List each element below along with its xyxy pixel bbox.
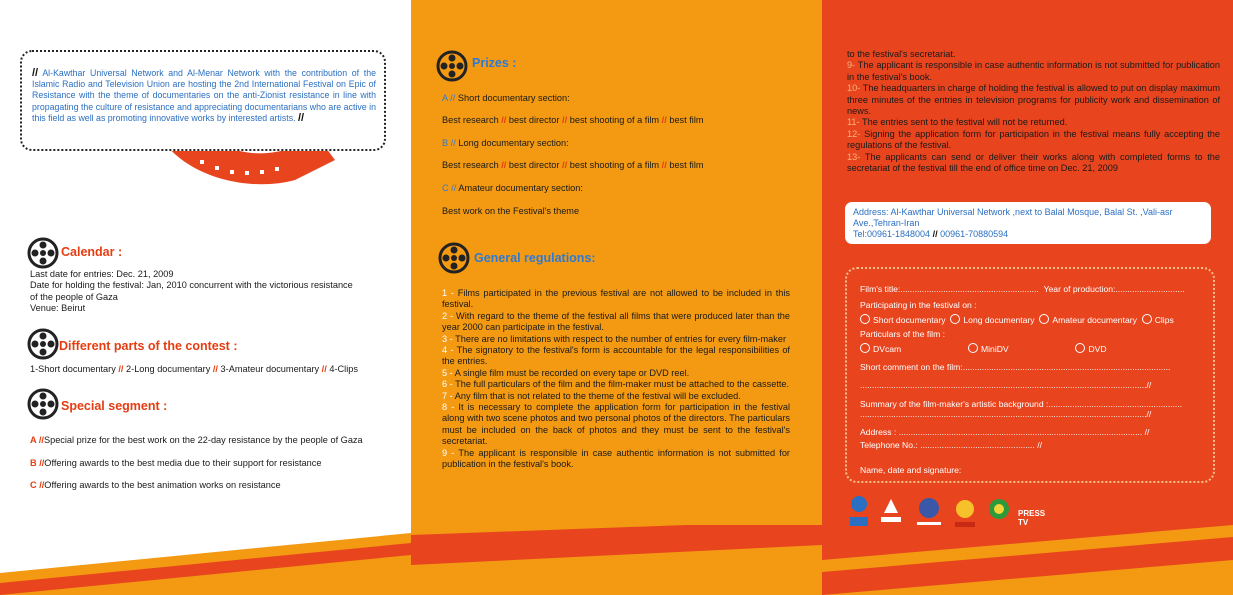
regulation-item	[442, 368, 790, 379]
irtvu-logo-mark	[914, 495, 944, 529]
special-label: A //	[30, 435, 44, 445]
part-separator: //	[321, 364, 327, 374]
regulation-number: 7 -	[442, 390, 453, 401]
regulation-text: Any film that is not related to the theme of the festival will be excluded.	[454, 390, 741, 401]
short-comment-field-line2[interactable]: ........................................................................................................................//	[860, 380, 1152, 390]
regulation-number: 2 -	[442, 310, 454, 321]
prize-label: B //	[442, 138, 456, 148]
year-of-production-field[interactable]: Year of production:.............................	[1043, 284, 1185, 294]
regulation-text: With regard to the theme of the festival all films that were produced later than the year 2000 can participate in the festival.	[442, 310, 790, 333]
al-alam-logo-mark	[986, 495, 1012, 529]
option-label: Short documentary	[873, 315, 946, 325]
calendar-line: of the people of Gaza	[30, 291, 118, 302]
prizes-title: Prizes :	[472, 56, 517, 70]
radio-icon[interactable]	[950, 314, 960, 324]
regulation-number: 9 -	[442, 447, 455, 458]
radio-icon[interactable]	[1142, 314, 1152, 324]
special-title: Special segment :	[61, 399, 168, 413]
telephone-line	[853, 229, 1203, 240]
summary-field[interactable]: Summary of the film-maker's artistic background :........................................................	[860, 399, 1183, 409]
telephone-2: 00961-70880594	[940, 229, 1009, 239]
format-dvcam[interactable]	[860, 344, 901, 354]
film-strip-bottom-middle	[411, 525, 822, 595]
film-reel-icon	[436, 50, 468, 82]
logo-al-kawthar	[848, 495, 870, 534]
option-amateur-documentary[interactable]	[1039, 315, 1137, 325]
logo-al-manar	[878, 495, 904, 534]
middle-panel	[411, 0, 822, 595]
regulation-item	[442, 391, 790, 402]
regulation-text: The full particulars of the film and the film-maker must be attached to the cassette.	[455, 379, 790, 390]
regulation-text: Signing the application form for participation in the festival means fully accepting the regulations of the festival.	[847, 128, 1220, 151]
regulation-item	[847, 129, 1220, 152]
telephone-field[interactable]: Telephone No.: ................................................ //	[860, 440, 1042, 450]
regulation-item	[442, 345, 790, 368]
award-separator: //	[501, 160, 507, 170]
award-separator: //	[661, 115, 667, 125]
logo-press-tv: PRESS TV	[1018, 509, 1046, 527]
option-clips[interactable]	[1142, 315, 1174, 325]
option-short-documentary[interactable]	[860, 315, 946, 325]
award: best shooting of a film	[569, 115, 660, 125]
prize-name: Amateur documentary section:	[458, 183, 583, 193]
regulations-continued	[847, 49, 1220, 174]
award-separator: //	[562, 160, 568, 170]
option-long-documentary[interactable]	[950, 315, 1034, 325]
part-separator: //	[118, 364, 124, 374]
option-label: Long documentary	[963, 315, 1035, 325]
calendar-lines	[30, 269, 390, 315]
special-item	[30, 480, 281, 491]
format-label: DVD	[1088, 344, 1107, 354]
award: Best research	[442, 115, 499, 125]
regulation-number: 12-	[847, 128, 861, 139]
award: Best research	[442, 160, 499, 170]
address-field[interactable]: Address : ...................................................................................................... //	[860, 427, 1150, 437]
regulation-item	[847, 152, 1220, 175]
regulations-list	[442, 288, 790, 471]
calendar-line: Date for holding the festival: Jan, 2010 concurrent with the victorious resistance	[30, 280, 353, 291]
intro-box	[20, 50, 386, 151]
special-text: Offering awards to the best media due to their support for resistance	[44, 458, 322, 468]
radio-icon[interactable]	[968, 343, 978, 353]
parts-title: Different parts of the contest :	[59, 339, 238, 353]
award: best director	[508, 115, 560, 125]
calendar-title: Calendar :	[61, 245, 123, 259]
film-reel-icon	[438, 242, 470, 274]
film-strip-bottom-left	[0, 525, 411, 595]
prize-label: C //	[442, 183, 457, 193]
regulations-title: General regulations:	[474, 251, 596, 265]
regulation-number: 1 -	[442, 288, 454, 298]
summary-field-line2[interactable]: ........................................................................................................................//	[860, 409, 1152, 419]
regulation-number: 13-	[847, 151, 861, 162]
radio-icon[interactable]	[860, 343, 870, 353]
regulation-text: The applicants can send or deliver their works along with completed forms to the secretariat of the festival till the end of office time on Dec. 21, 2009	[847, 151, 1220, 174]
film-reel-icon	[27, 388, 59, 420]
film-reel-icon	[27, 237, 59, 269]
special-text: Offering awards to the best animation works on resistance	[44, 480, 281, 490]
award-separator: //	[661, 160, 667, 170]
logo-irtvu	[914, 495, 944, 534]
special-label: C //	[30, 480, 45, 490]
prize-section-heading	[442, 183, 583, 194]
prize-section-heading	[442, 138, 569, 149]
format-dvd[interactable]	[1075, 344, 1106, 354]
intro-text: Al-Kawthar Universal Network and Al-Menar Network with the contribution of the Islamic Radio and Television Union are hosting the 2nd International Festival on Epic of Resistance with the theme of documentaries on the anti-Zionist resistance in line with propagating the culture of resistance and appreciating documentarians who are active in this field as well as promoting innovative works by interested artists.	[32, 68, 376, 123]
regulation-item	[847, 83, 1220, 117]
prize-label: A //	[442, 93, 456, 103]
format-options	[860, 343, 1107, 354]
calendar-line: Venue: Beirut	[30, 303, 86, 314]
special-label: B //	[30, 458, 45, 468]
regulation-item	[442, 334, 790, 345]
format-label: MiniDV	[980, 344, 1009, 354]
application-form	[845, 267, 1215, 483]
address-box	[845, 202, 1211, 244]
option-label: Clips	[1154, 315, 1174, 325]
regulation-item	[847, 60, 1220, 83]
al-kawthar-logo-mark	[848, 495, 870, 529]
prize-name: Short documentary section:	[457, 93, 570, 103]
regulation-text: There are no limitations with respect to the number of entries for every film-maker	[455, 333, 787, 344]
signature-field[interactable]: Name, date and signature:	[860, 465, 962, 475]
regulation-number: 10-	[847, 83, 861, 94]
regulation-text: It is necessary to complete the application form for participation in the festival along with two scene photos and two personal photos of the directors. The particulars must be included on the back of photos and they must be sent to the festival's secretariat.	[442, 402, 790, 447]
calendar-line: Last date for entries: Dec. 21, 2009	[30, 269, 174, 279]
prize-awards	[442, 115, 704, 126]
film-reel-icon	[27, 328, 59, 360]
special-item	[30, 458, 321, 469]
regulation-item	[442, 448, 790, 471]
al-manar-logo-mark	[878, 495, 904, 529]
parts-list	[30, 364, 358, 375]
prize-section-heading	[442, 93, 570, 104]
regulation-number: 11-	[847, 117, 860, 128]
part-separator: //	[212, 364, 218, 374]
regulation-text: The entries sent to the festival will not be returned.	[862, 117, 1068, 128]
regulation-item	[847, 49, 1220, 60]
prize-awards	[442, 160, 704, 171]
award: best film	[669, 160, 704, 170]
radio-icon[interactable]	[1075, 343, 1085, 353]
regulation-text: The headquarters in charge of holding the festival is allowed to put on display maximum three minutes of the entries in television programs for publicity work and dissemination of news.	[847, 83, 1221, 117]
part-item: 4-Clips	[329, 364, 358, 374]
prize-name: Long documentary section:	[458, 138, 569, 148]
regulation-number: 3 -	[442, 333, 453, 344]
regulation-number: 6 -	[442, 379, 453, 390]
regulation-text: The signatory to the festival's form is accountable for the legal responsibilities of the entries.	[442, 345, 790, 367]
regulation-number: 9-	[847, 60, 856, 71]
award: best film	[669, 115, 704, 125]
award-separator: //	[562, 115, 568, 125]
form-title-row	[860, 284, 1185, 294]
format-minidv[interactable]	[968, 344, 1009, 354]
format-label: DVcam	[873, 344, 902, 354]
participating-label: Participating in the festival on :	[860, 300, 977, 310]
regulation-item	[442, 311, 790, 334]
regulation-text: The applicant is responsible in case authentic information is not submitted for publication in the festival's book.	[442, 447, 790, 470]
special-item	[30, 435, 363, 446]
award: best shooting of a film	[569, 160, 660, 170]
logo-sahar	[952, 495, 978, 534]
regulation-item	[442, 402, 790, 448]
intro-open-mark: //	[32, 67, 39, 79]
radio-icon[interactable]	[1039, 314, 1049, 324]
regulation-number: 8 -	[442, 402, 455, 413]
regulation-text: to the festival's secretariat.	[847, 49, 956, 59]
participation-options	[860, 314, 1174, 325]
award: Best work on the Festival's theme	[442, 206, 580, 216]
option-label: Amateur documentary	[1052, 315, 1137, 325]
special-text: Special prize for the best work on the 22-day resistance by the people of Gaza	[43, 435, 363, 445]
intro-close-mark: //	[298, 111, 305, 124]
part-item: 1-Short documentary	[30, 364, 116, 374]
prize-awards	[442, 206, 579, 217]
logo-al-alam	[986, 495, 1012, 534]
particulars-label: Particulars of the film :	[860, 329, 946, 339]
part-item: 2-Long documentary	[126, 364, 211, 374]
regulation-number: 4 -	[442, 345, 454, 356]
award: best director	[508, 160, 560, 170]
regulation-text: A single film must be recorded on every tape or DVD reel.	[454, 367, 690, 378]
short-comment-field[interactable]: Short comment on the film:.......................................................................................	[860, 362, 1171, 372]
regulation-item	[847, 117, 1220, 128]
regulation-number: 5 -	[442, 367, 453, 378]
left-panel	[0, 0, 411, 595]
telephone-1: Tel:00961-1848004	[853, 229, 931, 239]
award-separator: //	[501, 115, 507, 125]
regulation-item	[442, 379, 790, 390]
film-title-field[interactable]: Film's title:..........................................................	[860, 284, 1039, 294]
regulation-text: Films participated in the previous festival are not allowed to be included in this festival.	[442, 288, 790, 310]
address-line: Address: Al-Kawthar Universal Network ,next to Balal Mosque, Balal St. ,Vali-asr Ave.,Tehran-Iran	[853, 207, 1173, 228]
sahar-logo-mark	[952, 495, 978, 529]
regulation-text: The applicant is responsible in case authentic information is not submitted for publication in the festival's book.	[847, 60, 1221, 82]
radio-icon[interactable]	[860, 314, 870, 324]
part-item: 3-Amateur documentary	[220, 364, 320, 374]
telephone-separator: //	[932, 229, 938, 239]
regulation-item	[442, 288, 790, 311]
